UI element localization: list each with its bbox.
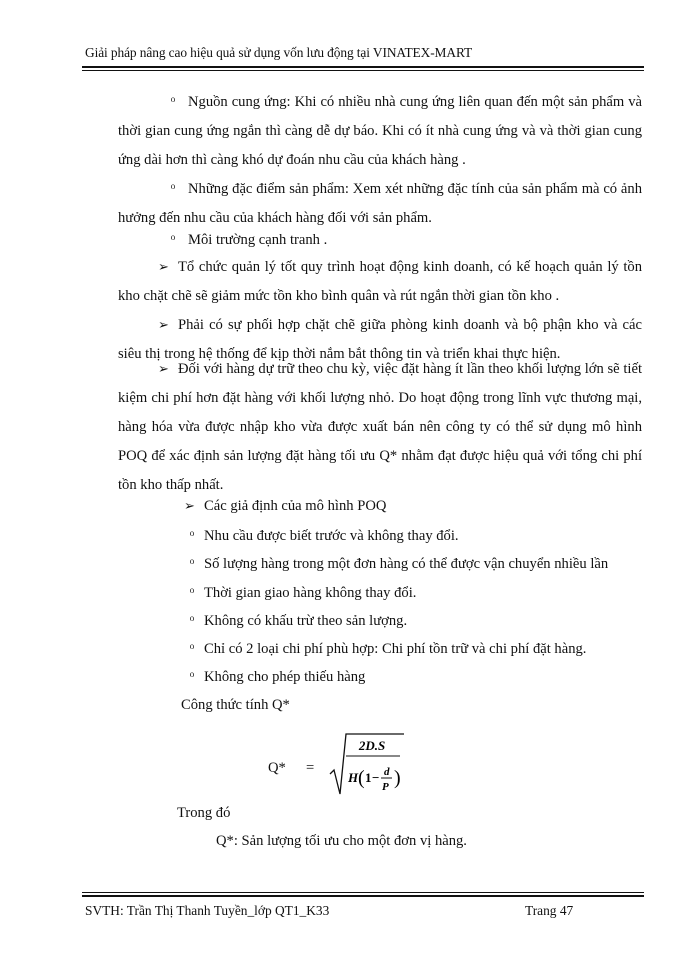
formula-rparen: ) <box>394 767 401 789</box>
circle-bullet-icon: o <box>189 585 195 595</box>
q-definition: Q*: Sản lượng tối ưu cho một đơn vị hàng. <box>216 833 467 849</box>
footer-author: SVTH: Trần Thị Thanh Tuyền_lớp QT1_K33 <box>85 903 330 918</box>
formula-sqrt <box>328 730 408 798</box>
formula-minus: − <box>372 770 380 785</box>
formula-equals: = <box>306 760 315 776</box>
formula-lparen: ( <box>358 767 365 789</box>
paragraph-organize: ➢ Tổ chức quản lý tốt quy trình hoạt động kinh doanh, có kế hoạch quản lý tồn kho chặt chẽ sẽ giảm mức tồn kho bình quân và rút ngắn thời gian tồn kho . <box>118 252 642 311</box>
arrow-bullet-icon: ➢ <box>158 361 169 376</box>
assumptions-heading: ➢ Các giả định của mô hình POQ <box>184 498 387 514</box>
arrow-bullet-icon: ➢ <box>184 498 195 513</box>
where-label: Trong đó <box>177 805 231 821</box>
arrow-bullet-icon: ➢ <box>158 259 169 274</box>
paragraph-competition: o Môi trường cạnh tranh . <box>118 223 642 255</box>
header-rule <box>82 66 644 68</box>
list-item: o Thời gian giao hàng không thay đổi. <box>180 585 416 602</box>
list-item: o Không có khấu trừ theo sản lượng. <box>180 613 407 630</box>
formula-one: 1 <box>365 770 372 785</box>
list-item: o Nhu cầu được biết trước và không thay đổi. <box>180 528 459 545</box>
page-number: Trang 47 <box>525 903 574 918</box>
paragraph-supply: o Nguồn cung ứng: Khi có nhiều nhà cung ứng liên quan đến một sản phẩm và thời gian cung ứng ngắn thì càng dễ dự báo. Khi có ít nhà cung ứng và và thời gian cung ứng dài hơn thì càng khó dự đoán nhu cầu của khách hàng . <box>118 85 642 175</box>
page-header: Giải pháp nâng cao hiệu quả sử dụng vốn lưu động tại VINATEX-MART <box>85 45 473 60</box>
circle-bullet-icon: o <box>189 528 195 538</box>
circle-bullet-icon: o <box>170 181 176 191</box>
circle-bullet-icon: o <box>170 94 176 104</box>
formula-numerator: 2D.S <box>358 738 386 753</box>
header-rule-thin <box>82 70 644 71</box>
formula-h: H <box>348 770 359 785</box>
circle-bullet-icon: o <box>170 232 176 242</box>
list-item: o Số lượng hàng trong một đơn hàng có thể được vận chuyển nhiều lần <box>180 556 608 573</box>
formula-intro: Công thức tính Q* <box>181 697 290 713</box>
circle-bullet-icon: o <box>189 613 195 623</box>
list-item: o Không cho phép thiếu hàng <box>180 669 365 686</box>
list-item: o Chỉ có 2 loại chi phí phù hợp: Chi phí tồn trữ và chi phí đặt hàng. <box>180 641 586 658</box>
paragraph-coordinate: ➢ Phải có sự phối hợp chặt chẽ giữa phòng kinh doanh và bộ phận kho và các siêu thị trong hệ thống để kịp thời nắm bắt thông tin và triển khai thực hiện. <box>118 310 642 369</box>
circle-bullet-icon: o <box>189 641 195 651</box>
circle-bullet-icon: o <box>189 669 195 679</box>
footer-rule-thin <box>82 892 644 893</box>
formula-lhs: Q* <box>268 760 286 776</box>
circle-bullet-icon: o <box>189 556 195 566</box>
arrow-bullet-icon: ➢ <box>158 317 169 332</box>
formula-d: d <box>384 766 390 778</box>
footer-rule <box>82 895 644 897</box>
paragraph-product: o Những đặc điểm sản phẩm: Xem xét những đặc tính của sản phẩm mà có ảnh hưởng đến nhu cầu của khách hàng đối với sản phẩm. <box>118 172 642 233</box>
formula-p: P <box>382 781 389 793</box>
paragraph-cycle-stock: ➢ Đối với hàng dự trữ theo chu kỳ, việc đặt hàng ít lần theo khối lượng lớn sẽ tiết kiệm chi phí hơn đặt hàng với khối lượng nhỏ. Do hoạt động trong lĩnh vực thương mại, hàng hóa vừa được nhập kho vừa được xuất bán nên công ty có thể sử dụng mô hình POQ để xác định sản lượng đặt hàng tối ưu Q* nhằm đạt được hiệu quả với tổng chi phí tồn kho thấp nhất. <box>118 354 642 500</box>
